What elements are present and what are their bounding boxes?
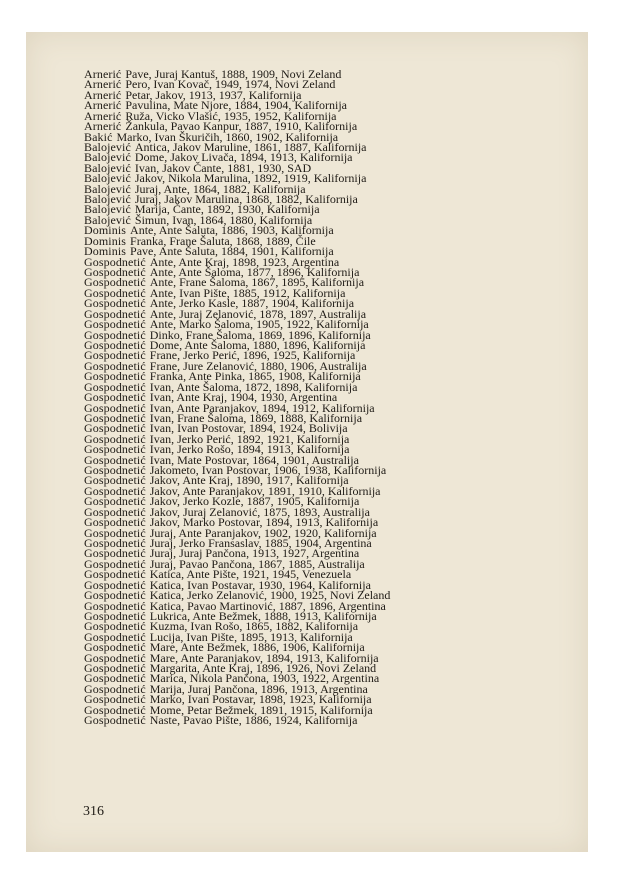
entry-surname: Arnerić: [84, 98, 122, 113]
entry-details: Jakov, Marko Postovar, 1894, 1913, Kalifornija: [149, 515, 379, 530]
entry-details: Pavulina, Mate Njore, 1884, 1904, Kalifornija: [125, 98, 347, 113]
entry-surname: Gospodnetić: [84, 265, 146, 280]
entry-surname: Gospodnetić: [84, 348, 146, 363]
entry-surname: Gospodnetić: [84, 421, 146, 436]
entry-details: Juraj, Jakov Marulina, 1868, 1882, Kalifornija: [134, 192, 358, 207]
entry-details: Franka, Ante Pinka, 1865, 1908, Kalifornija: [149, 369, 361, 384]
entry-details: Lukrica, Ante Bežmek, 1888, 1913, Kalifornija: [149, 608, 377, 623]
entry-surname: Gospodnetić: [84, 629, 146, 644]
entry-details: Naste, Pavao Pište, 1886, 1924, Kalifornija: [149, 713, 358, 728]
entry-surname: Gospodnetić: [84, 577, 146, 592]
entry-surname: Gospodnetić: [84, 327, 146, 342]
entry-surname: Arnerić: [84, 108, 122, 123]
entry-surname: Dominis: [84, 244, 127, 259]
entry-details: Ivan, Jerko Perić, 1892, 1921, Kalifornija: [149, 431, 350, 446]
entry-surname: Arnerić: [84, 87, 122, 102]
entry-surname: Gospodnetić: [84, 379, 146, 394]
entry-details: Šimun, Ivan, 1864, 1880, Kalifornija: [134, 212, 313, 227]
entry-surname: Balojević: [84, 181, 131, 196]
entry-surname: Gospodnetić: [84, 369, 146, 384]
entry-details: Ante, Ante Šaloma, 1877, 1896, Kalifornija: [149, 265, 360, 280]
entry-details: Ivan, Jakov Čante, 1881, 1930, SAD: [134, 160, 312, 175]
page-number: 316: [83, 804, 104, 819]
entry-surname: Gospodnetić: [84, 546, 146, 561]
entry-surname: Gospodnetić: [84, 556, 146, 571]
entry-surname: Gospodnetić: [84, 535, 146, 550]
entry-details: Katica, Pavao Martinović, 1887, 1896, Argentina: [149, 598, 386, 613]
entry-surname: Balojević: [84, 160, 131, 175]
entry-details: Ante, Frane Šaloma, 1867, 1895, Kalifornija: [149, 275, 365, 290]
entry-details: Ivan, Mate Postovar, 1864, 1901, Australija: [149, 452, 359, 467]
entry-surname: Gospodnetić: [84, 702, 146, 717]
entry-details: Mare, Ante Paranjakov, 1894, 1913, Kalifornija: [149, 650, 379, 665]
entry-details: Pave, Juraj Kantuš, 1888, 1909, Novi Zeland: [125, 67, 342, 81]
entry-surname: Gospodnetić: [84, 483, 146, 498]
entry-details: Mome, Petar Bežmek, 1891, 1915, Kalifornija: [149, 702, 373, 717]
entry-surname: Gospodnetić: [84, 317, 146, 332]
entry-details: Pero, Ivan Kovač, 1949, 1974, Novi Zeland: [125, 77, 336, 92]
entry-details: Kuzma, Ivan Rošo, 1865, 1882, Kalifornija: [149, 619, 359, 634]
entry-details: Jakov, Ante Paranjakov, 1891, 1910, Kalifornija: [149, 483, 381, 498]
entry-surname: Gospodnetić: [84, 650, 146, 665]
entry-details: Frane, Jerko Perić, 1896, 1925, Kalifornija: [149, 348, 356, 363]
entry-details: Marko, Ivan Škuričih, 1860, 1902, Kalifornija: [116, 129, 339, 144]
entry-details: Juraj, Ante Paranjakov, 1902, 1920, Kalifornija: [149, 525, 377, 540]
entry-surname: Gospodnetić: [84, 254, 146, 269]
entry-surname: Gospodnetić: [84, 306, 146, 321]
entry-details: Ante, Ante Kraj, 1898, 1923, Argentina: [149, 254, 340, 269]
entry-details: Mare, Ante Bežmek, 1886, 1906, Kalifornija: [149, 640, 365, 655]
entry-details: Ivan, Ivan Postovar, 1894, 1924, Bolivija: [149, 421, 348, 436]
entry-details: Juraj, Juraj Pančona, 1913, 1927, Argentina: [149, 546, 360, 561]
entry-details: Jakometo, Ivan Postovar, 1906, 1938, Kalifornija: [149, 463, 387, 478]
entry-surname: Gospodnetić: [84, 588, 146, 603]
entry-details: Dome, Ante Šaloma, 1880, 1896, Kalifornija: [149, 337, 366, 352]
entry-details: Ante, Jerko Kasle, 1887, 1904, Kalifornija: [149, 296, 355, 311]
entry-details: Dome, Jakov Livača, 1894, 1913, Kalifornija: [134, 150, 353, 165]
entry-details: Franka, Frane Šaluta, 1868, 1889, Čile: [130, 233, 316, 248]
entry-surname: Gospodnetić: [84, 275, 146, 290]
entry-details: Marija, Čante, 1892, 1930, Kalifornija: [134, 202, 320, 217]
entry-details: Juraj, Jerko Fransaslav, 1885, 1904, Argentina: [149, 535, 372, 550]
entry-details: Juraj, Ante, 1864, 1882, Kalifornija: [134, 181, 306, 196]
entry-surname: Gospodnetić: [84, 567, 146, 582]
entry-details: Ruža, Vicko Vlašić, 1935, 1952, Kalifornija: [125, 108, 337, 123]
entry-surname: Dominis: [84, 233, 127, 248]
book-page: [26, 32, 588, 852]
entry-details: Dinko, Frane Šaloma, 1869, 1896, Kalifornija: [149, 327, 371, 342]
entry-details: Ivan, Jerko Rošo, 1894, 1913, Kalifornija: [149, 442, 350, 457]
entry-surname: Gospodnetić: [84, 640, 146, 655]
entry-surname: Gospodnetić: [84, 431, 146, 446]
entry-surname: Gospodnetić: [84, 473, 146, 488]
entry-surname: Gospodnetić: [84, 400, 146, 415]
entry-details: Ivan, Ante Šaloma, 1872, 1898, Kalifornija: [149, 379, 358, 394]
entry-details: Jakov, Jerko Kozle, 1887, 1905, Kalifornija: [149, 494, 360, 509]
entry-surname: Gospodnetić: [84, 598, 146, 613]
entry-surname: Arnerić: [84, 77, 122, 92]
entry-surname: Dominis: [84, 223, 127, 238]
entry-surname: Gospodnetić: [84, 661, 146, 676]
entry-details: Žankula, Pavao Kanpur, 1887, 1910, Kalifornija: [125, 119, 358, 134]
entry-details: Katica, Ante Pište, 1921, 1945, Venezuela: [149, 567, 352, 582]
entry-surname: Gospodnetić: [84, 285, 146, 300]
entry-surname: Gospodnetić: [84, 442, 146, 457]
entry-details: Ante, Ivan Pište, 1885, 1912, Kalifornija: [149, 285, 346, 300]
entry-surname: Gospodnetić: [84, 619, 146, 634]
entry-surname: Balojević: [84, 150, 131, 165]
entry-details: Margarita, Ante Kraj, 1896, 1926, Novi Zeland: [149, 661, 377, 676]
entry-surname: Bakić: [84, 129, 113, 144]
entry-details: Petar, Jakov, 1913, 1937, Kalifornija: [125, 87, 302, 102]
entry-surname: Gospodnetić: [84, 504, 146, 519]
entry-surname: Arnerić: [84, 67, 122, 81]
entry-surname: Gospodnetić: [84, 358, 146, 373]
entry-surname: Gospodnetić: [84, 463, 146, 478]
entry-details: Frane, Jure Zelanović, 1880, 1906, Australija: [149, 358, 367, 373]
entry-surname: Arnerić: [84, 119, 122, 134]
entry-surname: Gospodnetić: [84, 608, 146, 623]
entry-surname: Balojević: [84, 192, 131, 207]
entry-details: Lucija, Ivan Pište, 1895, 1913, Kalifornija: [149, 629, 353, 644]
emigrant-list: [84, 69, 564, 726]
entry-details: Katica, Jerko Zelanović, 1900, 1925, Novi Zeland: [149, 588, 391, 603]
entry-surname: Balojević: [84, 202, 131, 217]
entry-details: Ivan, Frane Šaloma, 1869, 1888, Kalifornija: [149, 410, 363, 425]
entry-surname: Gospodnetić: [84, 452, 146, 467]
entry-details: Ivan, Ante Paranjakov, 1894, 1912, Kalifornija: [149, 400, 375, 415]
entry-details: Ante, Ante Šaluta, 1886, 1903, Kalifornija: [130, 223, 334, 238]
entry-details: Jakov, Nikola Marulina, 1892, 1919, Kalifornija: [134, 171, 367, 186]
entry-surname: Gospodnetić: [84, 494, 146, 509]
entry-details: Jakov, Juraj Zelanović, 1875, 1893, Australija: [149, 504, 370, 519]
entry-surname: Gospodnetić: [84, 296, 146, 311]
entry-surname: Gospodnetić: [84, 713, 146, 728]
entry-details: Antica, Jakov Maruline, 1861, 1887, Kalifornija: [134, 139, 367, 154]
entry-surname: Gospodnetić: [84, 515, 146, 530]
entry-details: Ivan, Ante Kraj, 1904, 1930, Argentina: [149, 390, 338, 405]
entry-surname: Gospodnetić: [84, 337, 146, 352]
entry-surname: Gospodnetić: [84, 671, 146, 686]
list-item: [84, 713, 564, 728]
entry-details: Juraj, Pavao Pančona, 1867, 1885, Australija: [149, 556, 365, 571]
entry-surname: Balojević: [84, 139, 131, 154]
entry-surname: Gospodnetić: [84, 681, 146, 696]
entry-details: Jakov, Ante Kraj, 1890, 1917, Kalifornija: [149, 473, 349, 488]
entry-details: Marija, Juraj Pančona, 1896, 1913, Argentina: [149, 681, 368, 696]
entry-surname: Balojević: [84, 212, 131, 227]
entry-surname: Balojević: [84, 171, 131, 186]
entry-details: Ante, Juraj Zelanović, 1878, 1897, Australija: [149, 306, 367, 321]
entry-details: Marica, Nikola Pančona, 1903, 1922, Argentina: [149, 671, 380, 686]
entry-details: Pave, Ante Šaluta, 1884, 1901, Kalifornija: [130, 244, 334, 259]
entry-surname: Gospodnetić: [84, 692, 146, 707]
entry-surname: Gospodnetić: [84, 410, 146, 425]
entry-surname: Gospodnetić: [84, 525, 146, 540]
entry-surname: Gospodnetić: [84, 390, 146, 405]
entry-details: Katica, Ivan Postavar, 1930, 1964, Kalifornija: [149, 577, 371, 592]
entry-details: Ante, Marko Šaloma, 1905, 1922, Kalifornija: [149, 317, 369, 332]
entry-details: Marko, Ivan Postavar, 1898, 1923, Kalifornija: [149, 692, 372, 707]
